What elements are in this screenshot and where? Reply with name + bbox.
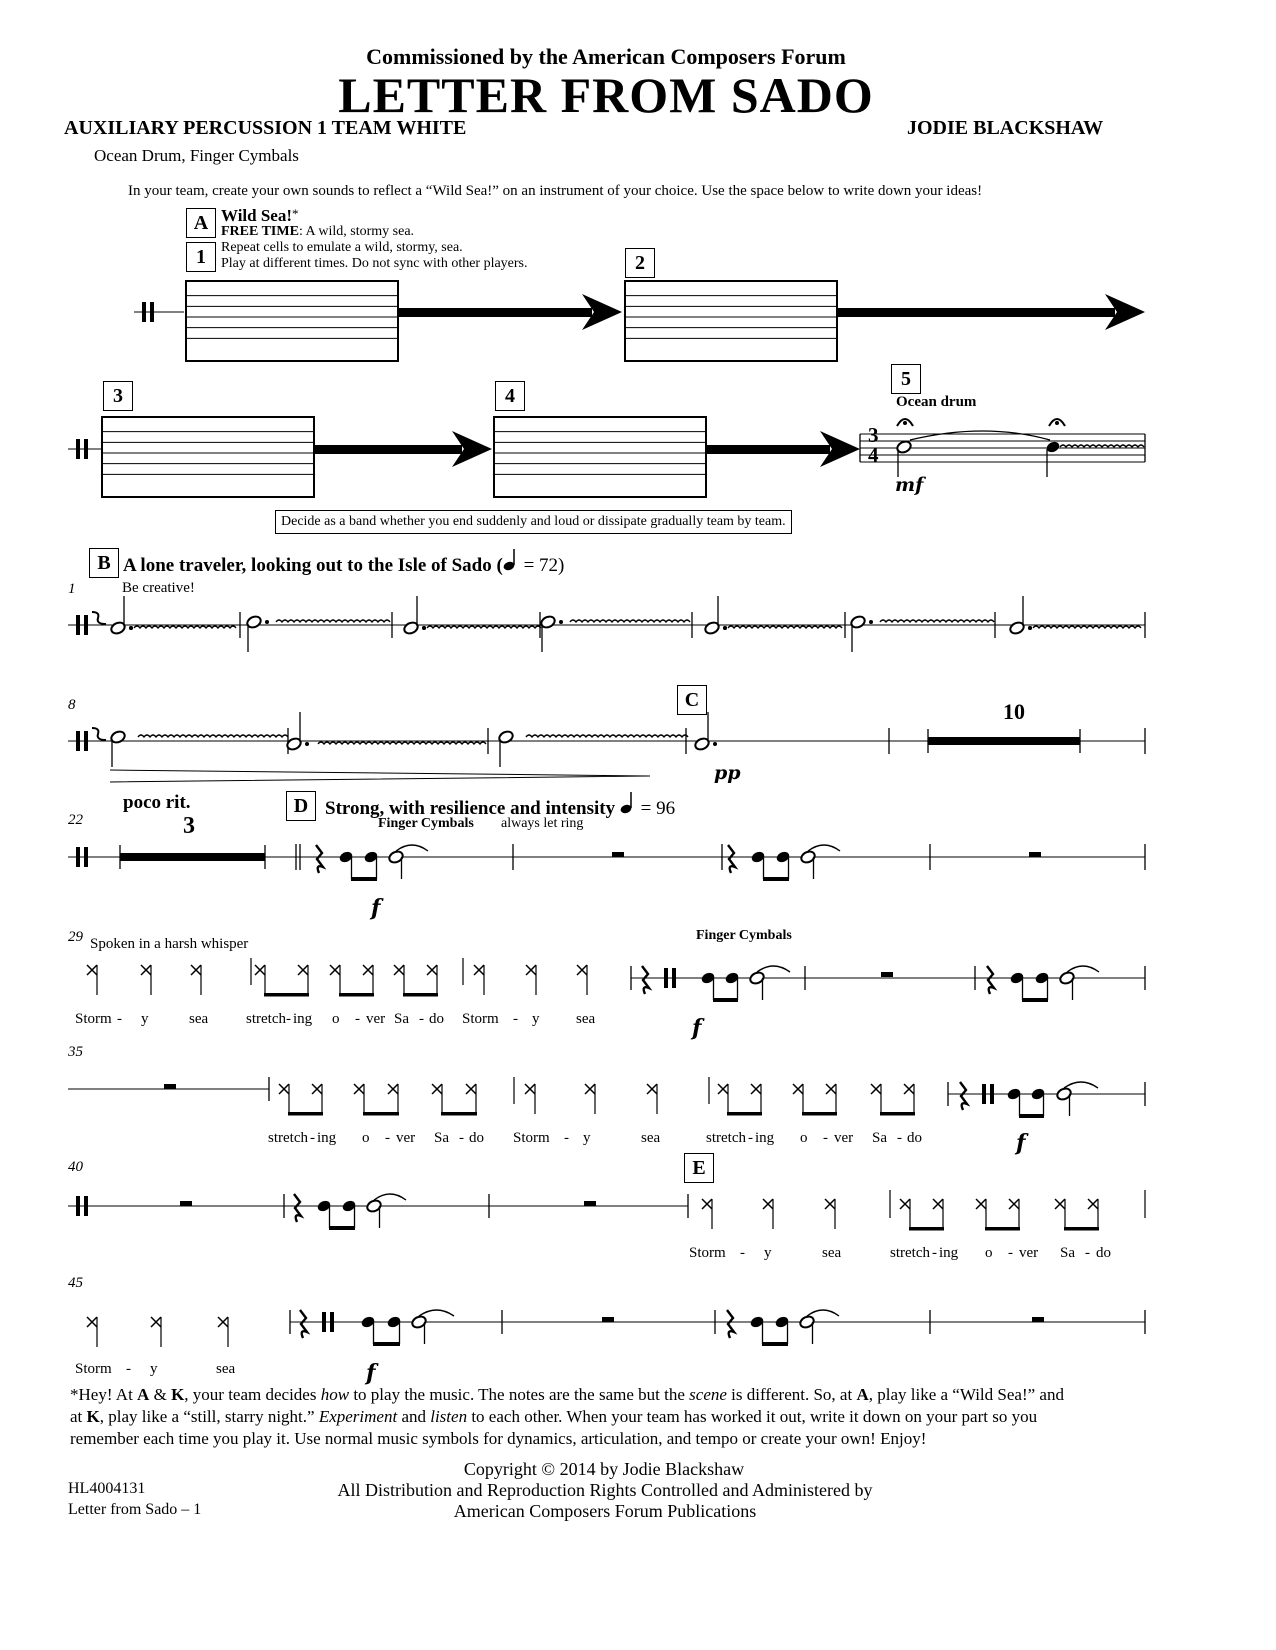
percussion-clef: [84, 615, 88, 635]
improv-cell-box: [186, 281, 398, 361]
finger-cymbals-label: Finger Cymbals: [696, 928, 792, 943]
quarter-rest: [300, 1310, 307, 1338]
lyric-syllable: -: [286, 1011, 291, 1027]
lyric-syllable: ing: [939, 1245, 959, 1261]
dot: [1028, 626, 1032, 630]
beam: [441, 1112, 477, 1116]
whole-rest: [1032, 1317, 1044, 1322]
beam: [985, 1227, 1020, 1231]
be-creative-expression: Be creative!: [122, 580, 195, 596]
lyric-syllable: stretch: [268, 1130, 308, 1146]
lyric-syllable: Storm: [513, 1130, 550, 1146]
lyric-syllable: -: [932, 1245, 937, 1261]
lyric-syllable: Sa: [872, 1130, 887, 1146]
tie: [396, 845, 428, 851]
beam: [329, 1226, 355, 1230]
whole-rest: [1029, 852, 1041, 857]
lyric-syllable: Storm: [689, 1245, 726, 1261]
tie: [807, 1310, 839, 1316]
lyric-syllable: -: [513, 1011, 518, 1027]
footnote-line-3: remember each time you play it. Use normal music symbols for dynamics, articulation, and tempo or create your own! Enjoy!: [70, 1429, 927, 1448]
beam: [880, 1112, 915, 1116]
tie: [1067, 966, 1099, 972]
beam: [727, 1112, 762, 1116]
tremolo-wave: [276, 620, 390, 622]
part-name: AUXILIARY PERCUSSION 1 TEAM WHITE: [64, 117, 467, 139]
tie: [374, 1194, 406, 1200]
lyric-syllable: stretch: [706, 1130, 746, 1146]
beam: [373, 1342, 400, 1346]
dot: [422, 626, 426, 630]
section-a-line3: Play at different times. Do not sync with other players.: [221, 256, 528, 271]
dynamic-pp: pp: [714, 762, 741, 784]
rehearsal-mark-a: A: [186, 208, 216, 238]
quarter-rest: [642, 966, 649, 994]
dot: [265, 620, 269, 624]
dot: [305, 742, 309, 746]
measure-number-40: 40: [68, 1159, 83, 1175]
section-d-title-text: Strong, with resilience and intensity: [325, 798, 616, 819]
dynamic-f: f: [371, 895, 381, 921]
percussion-clef: [990, 1084, 994, 1104]
lyric-syllable: -: [310, 1130, 315, 1146]
lyric-syllable: Sa: [394, 1011, 409, 1027]
repeat-arrow: [314, 445, 462, 454]
lyric-syllable: -: [385, 1130, 390, 1146]
whisper-expression: Spoken in a harsh whisper: [90, 936, 249, 952]
beam: [1064, 1227, 1099, 1231]
footnote-line-2: at K, play like a “still, starry night.” Experiment and listen to each other. When your team has worked it out, write it down on your part so you: [70, 1407, 1038, 1426]
time-sig-bottom: 4: [868, 443, 879, 467]
fermata-dot: [903, 421, 907, 425]
fermata-dot: [1055, 421, 1059, 425]
lyric-syllable: -: [355, 1011, 360, 1027]
tremolo-wave: [1033, 626, 1141, 628]
lyric-syllable: Storm: [75, 1011, 112, 1027]
percussion-clef: [76, 615, 80, 635]
beam: [1022, 998, 1048, 1002]
band-decision-note: Decide as a band whether you end suddenly and loud or dissipate gradually team by team.: [275, 510, 792, 534]
whole-rest: [612, 852, 624, 857]
lyric-syllable: o: [332, 1011, 340, 1027]
lyric-syllable: -: [419, 1011, 424, 1027]
tremolo-wave: [318, 742, 486, 744]
lyric-syllable: stretch: [890, 1245, 930, 1261]
tie: [1064, 1082, 1098, 1088]
cell-number-1: 1: [186, 242, 216, 272]
tremolo-wave: [1060, 445, 1144, 447]
repeat-arrow: [706, 445, 830, 454]
quarter-rest: [294, 1194, 301, 1222]
tremolo-wave: [570, 620, 690, 622]
breath-mark: [92, 612, 106, 624]
catalog-code: HL4004131: [68, 1480, 146, 1497]
beam: [351, 877, 377, 881]
cell-number-3: 3: [103, 381, 133, 411]
lyric-syllable: ver: [396, 1130, 416, 1146]
measure-number-8: 8: [68, 697, 76, 713]
multirest-count-10: 10: [1003, 699, 1025, 724]
multirest-bar: [928, 737, 1080, 745]
lyric-syllable: do: [907, 1130, 922, 1146]
rehearsal-mark-d: D: [286, 791, 316, 821]
cell-number-2: 2: [625, 248, 655, 278]
rights-line: All Distribution and Reproduction Rights Controlled and Administered by: [337, 1480, 873, 1500]
beam: [403, 993, 438, 997]
lyric-syllable: y: [150, 1361, 158, 1377]
quarter-rest: [987, 966, 994, 994]
measure-number-22: 22: [68, 812, 83, 828]
lyric-syllable: -: [126, 1361, 131, 1377]
lyric-syllable: ver: [834, 1130, 854, 1146]
lyric-syllable: -: [1008, 1245, 1013, 1261]
dot: [129, 626, 133, 630]
beam: [713, 998, 738, 1002]
footnote-line-1: *Hey! At A & K, your team decides how to play the music. The notes are the same but the scene is different. So, at A, play like a “Wild Sea!” and: [70, 1385, 1064, 1404]
copyright-line: Copyright © 2014 by Jodie Blackshaw: [463, 1459, 745, 1479]
lyric-syllable: -: [897, 1130, 902, 1146]
free-time-text: : A wild, stormy sea.: [298, 224, 415, 239]
cell-number-4: 4: [495, 381, 525, 411]
time-sig-top: 3: [868, 423, 879, 447]
beam: [802, 1112, 837, 1116]
percussion-clef: [322, 1312, 326, 1332]
lyric-syllable: y: [583, 1130, 591, 1146]
percussion-clef: [76, 439, 80, 459]
lyric-syllable: Storm: [75, 1361, 112, 1377]
lyric-syllable: ing: [317, 1130, 337, 1146]
lyric-syllable: Storm: [462, 1011, 499, 1027]
lyric-syllable: -: [1085, 1245, 1090, 1261]
beam: [288, 1112, 323, 1116]
percussion-clef: [84, 731, 88, 751]
tremolo-wave: [880, 620, 994, 622]
instrument-list: Ocean Drum, Finger Cymbals: [94, 146, 299, 165]
rehearsal-mark-e: E: [684, 1153, 714, 1183]
lyric-syllable: Sa: [434, 1130, 449, 1146]
quarter-rest: [316, 845, 323, 873]
decrescendo-hairpin: [110, 770, 650, 782]
lyric-syllable: sea: [576, 1011, 596, 1027]
beam: [909, 1227, 944, 1231]
page-label: Letter from Sado – 1: [68, 1501, 202, 1518]
publisher-line: American Composers Forum Publications: [453, 1501, 757, 1521]
section-a-asterisk: *: [292, 206, 299, 221]
improv-cell-box: [102, 417, 314, 497]
measure-number-35: 35: [68, 1044, 83, 1060]
multirest-bar: [120, 853, 265, 861]
lyric-syllable: ver: [366, 1011, 386, 1027]
free-time-label: FREE TIME: [221, 224, 299, 239]
section-a-line2: Repeat cells to emulate a wild, stormy, sea.: [221, 240, 463, 255]
lyric-syllable: -: [564, 1130, 569, 1146]
lyric-syllable: y: [141, 1011, 149, 1027]
lyric-syllable: -: [823, 1130, 828, 1146]
tie: [419, 1310, 454, 1316]
lyric-syllable: do: [429, 1011, 444, 1027]
dynamic-f: f: [692, 1015, 702, 1041]
improv-cell-box: [494, 417, 706, 497]
tremolo-wave: [134, 626, 236, 628]
percussion-clef: [76, 847, 80, 867]
tremolo-wave: [526, 735, 688, 737]
beam: [762, 1342, 788, 1346]
lyric-syllable: y: [764, 1245, 772, 1261]
beam: [264, 993, 309, 997]
tie: [757, 966, 790, 972]
tremolo-wave: [728, 626, 842, 628]
lyric-syllable: sea: [189, 1011, 209, 1027]
composer-name: JODIE BLACKSHAW: [907, 117, 1104, 139]
beam: [363, 1112, 399, 1116]
dot: [559, 620, 563, 624]
improv-cell-box: [625, 281, 837, 361]
beam: [339, 993, 374, 997]
percussion-clef: [142, 302, 146, 322]
cell-number-5: 5: [891, 364, 921, 394]
percussion-clef: [150, 302, 154, 322]
whole-rest: [584, 1201, 596, 1206]
section-a-title-text: Wild Sea!: [221, 206, 293, 225]
intro-instruction: In your team, create your own sounds to reflect a “Wild Sea!” on an instrument of your choice. Use the space below to write down your ideas!: [128, 183, 983, 199]
dot: [869, 620, 873, 624]
quarter-rest: [727, 1310, 734, 1338]
lyric-syllable: y: [532, 1011, 540, 1027]
lyric-syllable: o: [800, 1130, 808, 1146]
lyric-syllable: -: [740, 1245, 745, 1261]
lyric-syllable: sea: [641, 1130, 661, 1146]
percussion-clef: [84, 1196, 88, 1216]
multirest-count-3: 3: [183, 813, 195, 839]
percussion-clef: [330, 1312, 334, 1332]
measure-number-29: 29: [68, 929, 83, 945]
dynamic-f: f: [366, 1360, 376, 1386]
lyric-syllable: do: [1096, 1245, 1111, 1261]
percussion-clef: [84, 847, 88, 867]
percussion-clef: [76, 731, 80, 751]
lyric-syllable: ing: [293, 1011, 313, 1027]
page-title: LETTER FROM SADO: [338, 67, 874, 123]
beam: [1019, 1114, 1044, 1118]
section-d-tempo: = 96: [635, 798, 676, 819]
tie: [808, 845, 840, 851]
rehearsal-mark-c: C: [677, 685, 707, 715]
lyric-syllable: sea: [822, 1245, 842, 1261]
percussion-clef: [982, 1084, 986, 1104]
measure-number-1: 1: [68, 581, 76, 597]
percussion-clef: [672, 968, 676, 988]
lyric-syllable: stretch: [246, 1011, 286, 1027]
lyric-syllable: sea: [216, 1361, 236, 1377]
whole-rest: [602, 1317, 614, 1322]
dot: [713, 742, 717, 746]
lyric-syllable: -: [748, 1130, 753, 1146]
breath-mark: [92, 728, 106, 740]
lyric-syllable: o: [985, 1245, 993, 1261]
tremolo-wave: [427, 626, 541, 628]
measure-number-45: 45: [68, 1275, 83, 1291]
tremolo-wave: [138, 735, 288, 737]
dot: [723, 626, 727, 630]
repeat-arrow: [837, 308, 1115, 317]
lyric-syllable: -: [459, 1130, 464, 1146]
percussion-clef: [664, 968, 668, 988]
lyric-syllable: do: [469, 1130, 484, 1146]
section-b-tempo: = 72): [518, 555, 565, 576]
dynamic-f: f: [1016, 1130, 1026, 1156]
lyric-syllable: ing: [755, 1130, 775, 1146]
lyric-syllable: Sa: [1060, 1245, 1075, 1261]
let-ring-instruction: always let ring: [501, 816, 584, 831]
whole-rest: [164, 1084, 176, 1089]
rehearsal-mark-b: B: [89, 548, 119, 578]
quarter-rest: [960, 1082, 967, 1110]
lyric-syllable: -: [117, 1011, 122, 1027]
percussion-clef: [84, 439, 88, 459]
lyric-syllable: ver: [1019, 1245, 1039, 1261]
dynamic-mf: mf: [895, 474, 924, 496]
tie: [910, 431, 1050, 440]
beam: [763, 877, 789, 881]
section-b-title-text: A lone traveler, looking out to the Isle of Sado (: [123, 555, 503, 576]
poco-rit-text: poco rit.: [123, 792, 191, 813]
finger-cymbals-label: Finger Cymbals: [378, 816, 474, 831]
quarter-rest: [728, 845, 735, 873]
commission-line: Commissioned by the American Composers Forum: [366, 44, 846, 69]
whole-rest: [180, 1201, 192, 1206]
percussion-clef: [76, 1196, 80, 1216]
whole-rest: [881, 972, 893, 977]
ocean-drum-label: Ocean drum: [896, 394, 977, 410]
lyric-syllable: o: [362, 1130, 370, 1146]
repeat-arrow: [398, 308, 592, 317]
